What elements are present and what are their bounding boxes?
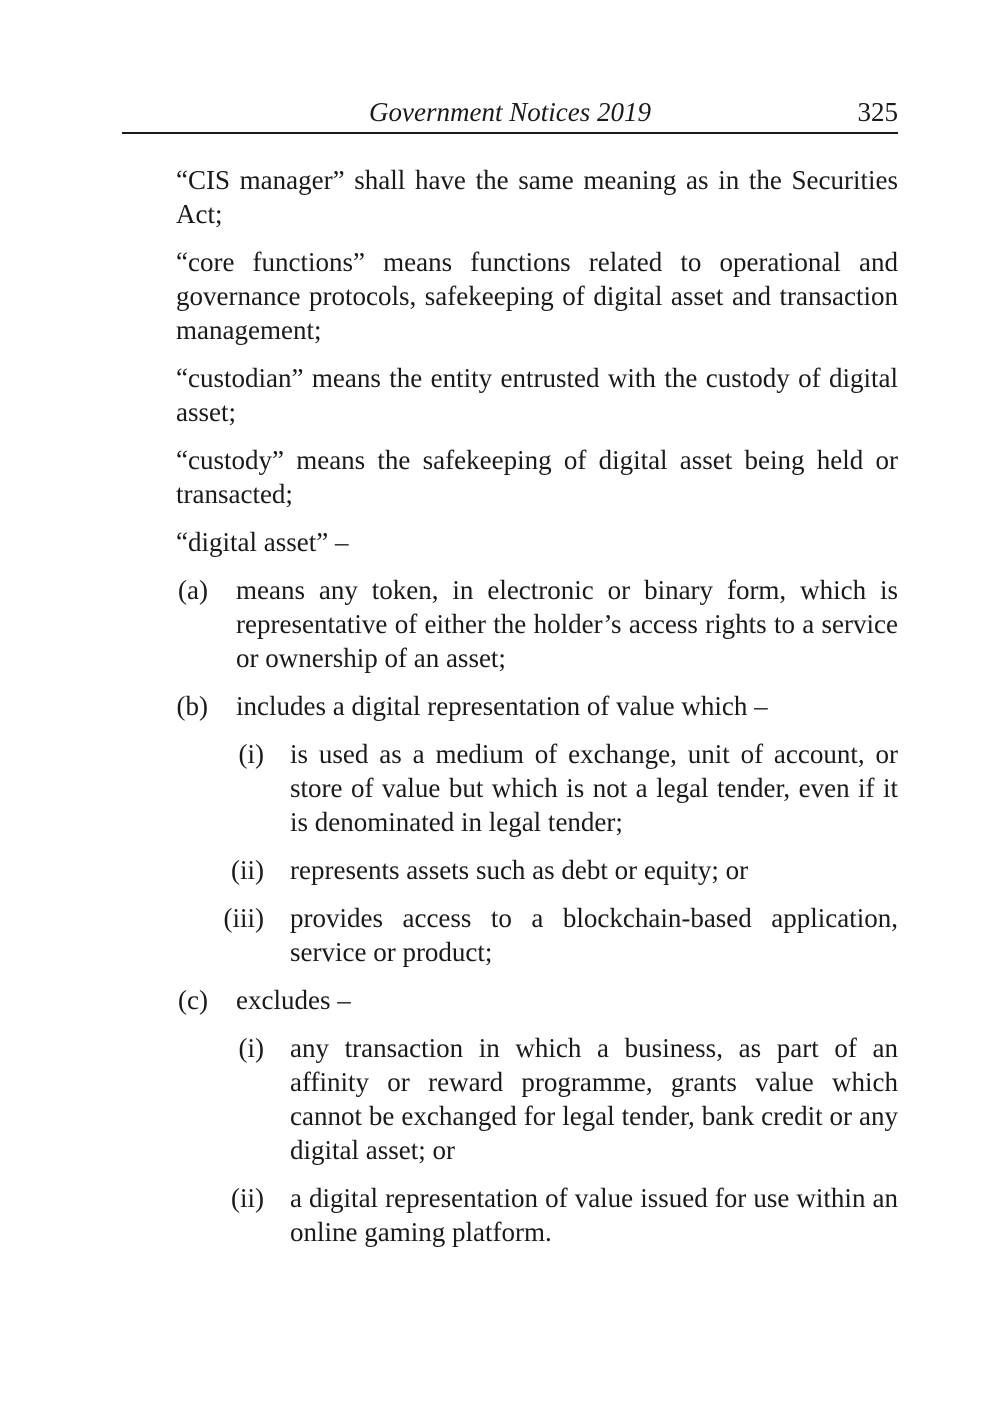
clause-b-subitem [176, 853, 898, 887]
subitem-marker: (ii) [231, 1183, 264, 1213]
digital-asset-clause-b [176, 689, 898, 723]
subitem-text: is used as a medium of exchange, unit of account, or store of value but which is not a legal tender, even if it is denominated in legal tender; [290, 739, 898, 837]
subitem-text: provides access to a blockchain-based application, service or product; [290, 903, 898, 967]
clause-c-subitem [176, 1031, 898, 1167]
clause-marker: (c) [178, 985, 208, 1015]
definition-custody: “custody” means the safekeeping of digital asset being held or transacted; [176, 445, 898, 509]
page-number: 325 [857, 97, 898, 127]
definition-core-functions: “core functions” means functions related to operational and governance protocols, safekeeping of digital asset and transaction management; [176, 247, 898, 345]
definition-cis-manager: “CIS manager” shall have the same meaning as in the Securities Act; [176, 165, 898, 229]
subitem-text: a digital representation of value issued for use within an online gaming platform. [290, 1183, 898, 1247]
clause-c-subitem [176, 1181, 898, 1249]
subitem-text: any transaction in which a business, as part of an affinity or reward programme, grants value which cannot be exchanged for legal tender, bank credit or any digital asset; or [290, 1033, 898, 1165]
subitem-marker: (i) [238, 739, 264, 769]
header-title: Government Notices 2019 [369, 97, 651, 127]
clause-b-subitem [176, 901, 898, 969]
document-body [176, 163, 898, 1263]
subitem-text: represents assets such as debt or equity; or [290, 855, 749, 885]
digital-asset-clause-c [176, 983, 898, 1017]
definition-digital-asset: “digital asset” – [176, 527, 349, 557]
clause-text: excludes – [236, 985, 351, 1015]
definition-custodian: “custodian” means the entity entrusted with the custody of digital asset; [176, 363, 898, 427]
digital-asset-clause-a [176, 573, 898, 675]
page-header [122, 92, 898, 134]
clause-text: means any token, in electronic or binary form, which is representative of either the holder’s access rights to a service or ownership of an asset; [236, 575, 898, 673]
clause-marker: (a) [178, 575, 208, 605]
subitem-marker: (i) [238, 1033, 264, 1063]
clause-b-subitem [176, 737, 898, 839]
clause-text: includes a digital representation of value which – [236, 691, 768, 721]
subitem-marker: (iii) [223, 903, 264, 933]
clause-marker: (b) [176, 691, 208, 721]
subitem-marker: (ii) [231, 855, 264, 885]
